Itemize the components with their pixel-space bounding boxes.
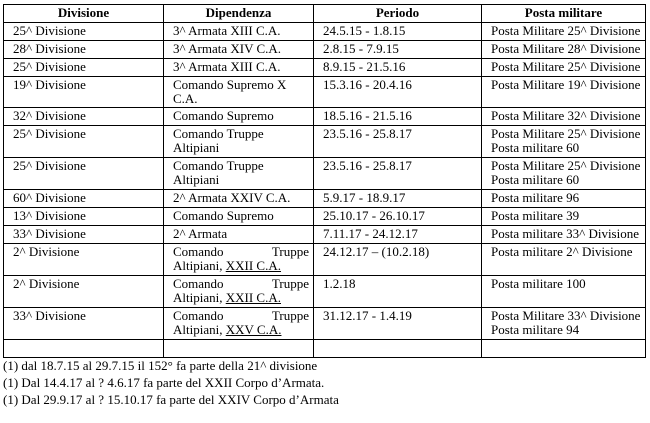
table-row (4, 59, 646, 77)
posta-line: Posta Militare 25^ Divisione (491, 59, 641, 74)
cell-posta (482, 158, 646, 190)
footnote: (1) dal 18.7.15 al 29.7.15 il 152° fa parte della 21^ divisione (3, 358, 318, 373)
table-row (4, 41, 646, 59)
cell-dipendenza: Comando Truppe Altipiani (164, 126, 314, 158)
cell-periodo: 15.3.16 - 20.4.16 (314, 77, 482, 108)
posta-line: Posta militare 39 (491, 208, 580, 223)
cell-dipendenza (164, 308, 314, 340)
cell-dipendenza: Comando Supremo (164, 208, 314, 226)
cell-periodo: 18.5.16 - 21.5.16 (314, 108, 482, 126)
cell-divisione (4, 340, 164, 358)
footnote: (1) Dal 29.9.17 al ? 15.10.17 fa parte del XXIV Corpo d’Armata (3, 392, 339, 407)
cell-posta (482, 23, 646, 41)
table-row (4, 308, 646, 340)
header-dipendenza: Dipendenza (164, 5, 314, 23)
dipendenza-word: Comando (173, 308, 224, 323)
dipendenza-line-2 (173, 323, 309, 337)
table-row (4, 208, 646, 226)
cell-divisione: 28^ Divisione (4, 41, 164, 59)
cell-periodo: 31.12.17 - 1.4.19 (314, 308, 482, 340)
cell-dipendenza: 3^ Armata XIV C.A. (164, 41, 314, 59)
cell-divisione: 19^ Divisione (4, 77, 164, 108)
dipendenza-line-1 (173, 277, 309, 291)
dipendenza-word: Comando (173, 276, 224, 291)
cell-dipendenza (164, 276, 314, 308)
cell-posta (482, 208, 646, 226)
cell-dipendenza: 3^ Armata XIII C.A. (164, 59, 314, 77)
dipendenza-word: Altipiani, (173, 258, 223, 273)
cell-divisione: 2^ Divisione (4, 276, 164, 308)
dipendenza-word: Altipiani, (173, 290, 223, 305)
posta-line: Posta Militare 25^ Divisione (491, 23, 641, 38)
cell-divisione: 33^ Divisione (4, 226, 164, 244)
cell-posta (482, 190, 646, 208)
posta-line: Posta militare 2^ Divisione (491, 244, 633, 259)
cell-periodo: 5.9.17 - 18.9.17 (314, 190, 482, 208)
table-row (4, 276, 646, 308)
cell-posta (482, 59, 646, 77)
footnotes (3, 357, 339, 408)
dipendenza-word: Comando (173, 244, 224, 259)
cell-posta (482, 126, 646, 158)
dipendenza-line-2 (173, 259, 309, 273)
table-row (4, 190, 646, 208)
cell-dipendenza (164, 340, 314, 358)
posta-line: Posta militare 33^ Divisione (491, 226, 640, 241)
table-row (4, 23, 646, 41)
posta-line: Posta militare 60 (491, 140, 580, 155)
cell-dipendenza (164, 244, 314, 276)
cell-divisione: 2^ Divisione (4, 244, 164, 276)
cell-divisione: 33^ Divisione (4, 308, 164, 340)
document (3, 4, 645, 358)
dipendenza-corps: XXII C.A. (225, 258, 281, 273)
cell-divisione: 25^ Divisione (4, 158, 164, 190)
header-periodo: Periodo (314, 5, 482, 23)
dipendenza-word: Altipiani, (173, 322, 223, 337)
dipendenza-word: Truppe (271, 276, 309, 291)
cell-posta (482, 41, 646, 59)
table-row (4, 244, 646, 276)
cell-periodo: 25.10.17 - 26.10.17 (314, 208, 482, 226)
cell-periodo: 8.9.15 - 21.5.16 (314, 59, 482, 77)
footnote: (1) Dal 14.4.17 al ? 4.6.17 fa parte del XXII Corpo d’Armata. (3, 375, 325, 390)
cell-divisione: 32^ Divisione (4, 108, 164, 126)
cell-divisione: 13^ Divisione (4, 208, 164, 226)
dipendenza-line-1 (173, 309, 309, 323)
dipendenza-word: Truppe (271, 308, 309, 323)
table-row (4, 226, 646, 244)
posta-line: Posta militare 96 (491, 190, 580, 205)
table-row (4, 126, 646, 158)
cell-periodo: 24.12.17 – (10.2.18) (314, 244, 482, 276)
dipendenza-corps: XXII C.A. (225, 290, 281, 305)
posta-line: Posta militare 100 (491, 276, 586, 291)
dipendenza-line-2 (173, 291, 309, 305)
cell-posta (482, 108, 646, 126)
cell-dipendenza: Comando Supremo X C.A. (164, 77, 314, 108)
cell-periodo: 2.8.15 - 7.9.15 (314, 41, 482, 59)
posta-line: Posta Militare 19^ Divisione (491, 77, 641, 92)
division-table (3, 4, 646, 358)
table-row (4, 77, 646, 108)
cell-periodo: 24.5.15 - 1.8.15 (314, 23, 482, 41)
cell-divisione: 25^ Divisione (4, 23, 164, 41)
table-row (4, 158, 646, 190)
posta-line: Posta militare 60 (491, 172, 580, 187)
dipendenza-corps: XXV C.A. (225, 322, 282, 337)
dipendenza-word: Truppe (271, 244, 309, 259)
cell-periodo (314, 340, 482, 358)
cell-posta (482, 226, 646, 244)
cell-divisione: 60^ Divisione (4, 190, 164, 208)
cell-divisione: 25^ Divisione (4, 126, 164, 158)
dipendenza-line-1 (173, 245, 309, 259)
cell-posta (482, 308, 646, 340)
cell-periodo: 23.5.16 - 25.8.17 (314, 126, 482, 158)
cell-posta (482, 77, 646, 108)
posta-line: Posta Militare 28^ Divisione (491, 41, 641, 56)
cell-posta (482, 244, 646, 276)
cell-posta (482, 340, 646, 358)
cell-periodo: 7.11.17 - 24.12.17 (314, 226, 482, 244)
header-posta-militare: Posta militare (482, 5, 646, 23)
posta-line: Posta Militare 25^ Divisione (491, 158, 641, 173)
header-divisione: Divisione (4, 5, 164, 23)
cell-divisione: 25^ Divisione (4, 59, 164, 77)
table-row (4, 108, 646, 126)
cell-posta (482, 276, 646, 308)
cell-dipendenza: 3^ Armata XIII C.A. (164, 23, 314, 41)
cell-periodo: 1.2.18 (314, 276, 482, 308)
cell-periodo: 23.5.16 - 25.8.17 (314, 158, 482, 190)
cell-dipendenza: Comando Supremo (164, 108, 314, 126)
posta-line: Posta militare 94 (491, 322, 580, 337)
table-row-empty (4, 340, 646, 358)
cell-dipendenza: 2^ Armata XXIV C.A. (164, 190, 314, 208)
cell-dipendenza: Comando Truppe Altipiani (164, 158, 314, 190)
posta-line: Posta Militare 25^ Divisione (491, 126, 641, 141)
table-header-row (4, 5, 646, 23)
cell-dipendenza: 2^ Armata (164, 226, 314, 244)
posta-line: Posta Militare 33^ Divisione (491, 308, 641, 323)
posta-line: Posta Militare 32^ Divisione (491, 108, 641, 123)
